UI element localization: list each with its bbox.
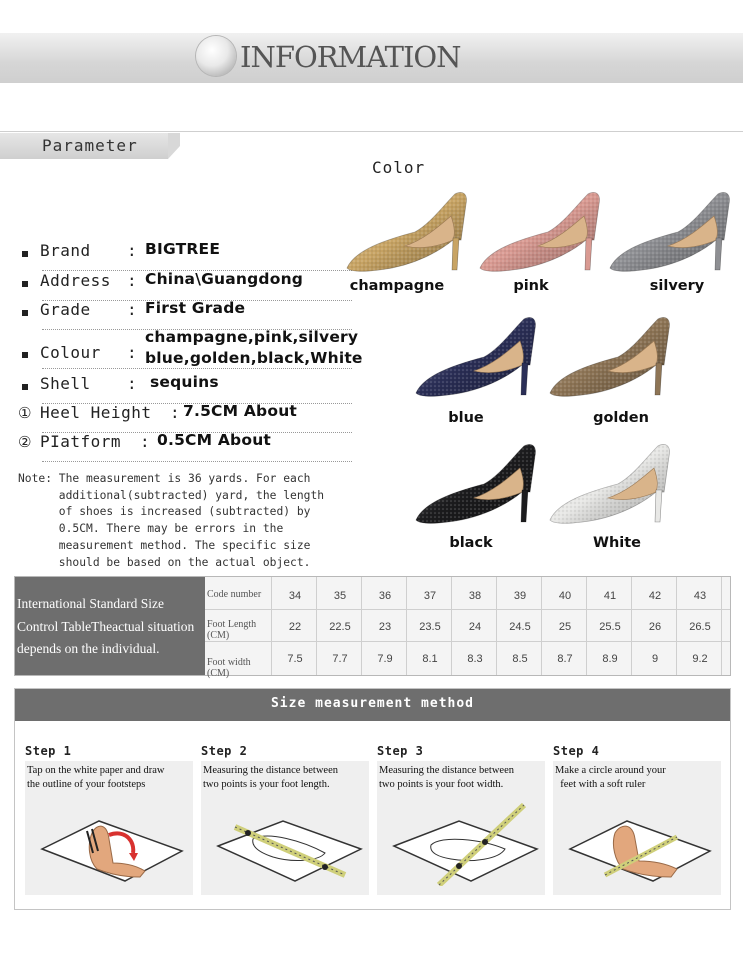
spec-key: Address xyxy=(40,271,111,290)
spec-value: BIGTREE xyxy=(145,240,221,258)
circled-two-icon: ② xyxy=(18,433,32,451)
spec-key: Grade xyxy=(40,300,91,319)
step-1-text xyxy=(27,764,193,792)
spec-sep: : xyxy=(170,403,181,422)
parameter-divider xyxy=(0,131,743,132)
shoe-champagne-image xyxy=(345,188,470,276)
spec-row-address xyxy=(22,270,352,301)
code-cell: 39 xyxy=(513,590,527,602)
color-label-black: black xyxy=(449,535,493,551)
size-table-header-line: depends on the individual. xyxy=(17,641,160,656)
step-3-text xyxy=(379,764,545,792)
length-cell: 23.5 xyxy=(419,621,441,633)
width-cell: 7.7 xyxy=(332,653,348,665)
dotted-divider xyxy=(42,368,352,369)
step-line: Measuring the distance between xyxy=(203,765,338,776)
step-3-card xyxy=(377,761,545,895)
table-column-rule xyxy=(271,577,272,675)
color-section-title: Color xyxy=(372,158,426,177)
bullet-icon xyxy=(22,281,28,287)
width-cell: 8.7 xyxy=(557,653,573,665)
foot-outline-illustration xyxy=(37,801,187,886)
table-rule xyxy=(205,641,730,642)
circle-emblem-icon xyxy=(196,36,236,76)
measurement-method-panel xyxy=(14,688,731,910)
spec-row-heel-height xyxy=(18,402,352,433)
width-cell: 8.3 xyxy=(467,653,483,665)
length-cell: 26 xyxy=(648,621,662,633)
spec-value: sequins xyxy=(150,373,219,391)
bullet-icon xyxy=(22,352,28,358)
shoe-black-image xyxy=(414,440,539,528)
foot-circumference-illustration xyxy=(565,801,715,886)
color-label-golden: golden xyxy=(593,410,649,426)
code-cell: 35 xyxy=(333,590,347,602)
row-label-code: Code number xyxy=(207,589,262,600)
circled-one-icon: ① xyxy=(18,404,32,422)
length-cell: 25.5 xyxy=(599,621,621,633)
color-label-pink: pink xyxy=(513,278,549,294)
spec-value-line2: blue,golden,black,White xyxy=(145,349,363,367)
spec-value: 7.5CM About xyxy=(183,402,298,420)
spec-sep: : xyxy=(127,241,138,260)
step-4-card xyxy=(553,761,721,895)
step-4-text xyxy=(555,764,721,792)
color-label-champagne: champagne xyxy=(349,278,445,294)
size-table xyxy=(14,576,731,679)
shoe-silvery-image xyxy=(608,188,733,276)
foot-width-illustration xyxy=(389,801,539,886)
spec-value: 0.5CM About xyxy=(157,431,272,449)
method-title: Size measurement method xyxy=(270,696,474,711)
spec-row-grade xyxy=(22,299,352,330)
width-cell: 9 xyxy=(651,653,659,665)
step-2-text xyxy=(203,764,369,792)
code-cell: 40 xyxy=(558,590,572,602)
size-table-header-line: International Standard Size xyxy=(17,596,164,611)
code-cell: 36 xyxy=(378,590,392,602)
note-line: should be based on the actual object. xyxy=(18,555,311,569)
width-cell: 8.1 xyxy=(422,653,438,665)
spec-key: Brand xyxy=(40,241,91,260)
length-cell: 25 xyxy=(558,621,572,633)
spec-value: China\Guangdong xyxy=(145,270,304,288)
step-2-title: Step 2 xyxy=(201,744,248,758)
foot-length-illustration xyxy=(213,801,363,886)
step-line: two points is your foot length. xyxy=(203,779,330,790)
length-cell: 22 xyxy=(288,621,302,633)
width-cell: 9.2 xyxy=(692,653,708,665)
step-line: the outline of your footsteps xyxy=(27,779,146,790)
dotted-divider xyxy=(42,461,352,462)
step-line: Tap on the white paper and draw xyxy=(27,765,165,776)
spec-key: PIatform xyxy=(40,432,122,451)
note-line: additional(subtracted) yard, the length xyxy=(18,488,325,502)
information-title: INFORMATION xyxy=(240,40,461,74)
width-cell: 8.9 xyxy=(602,653,618,665)
code-cell: 42 xyxy=(648,590,662,602)
spec-key: Heel Height xyxy=(40,403,152,422)
note-line: of shoes is increased (subtracted) by xyxy=(18,505,311,519)
length-cell: 23 xyxy=(378,621,392,633)
step-1-card xyxy=(25,761,193,895)
shoe-golden-image xyxy=(548,313,673,401)
bullet-icon xyxy=(22,251,28,257)
note-line: 0.5CM. There may be errors in the xyxy=(18,522,284,536)
step-1-title: Step 1 xyxy=(25,744,72,758)
spec-row-brand xyxy=(22,240,352,271)
size-table-header-line: Control TableTheactual situation xyxy=(17,618,195,634)
code-cell: 43 xyxy=(693,590,707,602)
length-cell: 22.5 xyxy=(329,621,351,633)
step-3-title: Step 3 xyxy=(377,744,424,758)
code-cell: 41 xyxy=(603,590,617,602)
spec-key: Colour xyxy=(40,343,101,362)
width-cell: 7.5 xyxy=(287,653,303,665)
step-line: Make a circle around your xyxy=(555,765,666,776)
spec-sep: : xyxy=(127,343,138,362)
step-line: Measuring the distance between xyxy=(379,765,514,776)
length-cell: 24.5 xyxy=(509,621,531,633)
measurement-note xyxy=(18,471,348,571)
spec-key: Shell xyxy=(40,374,91,393)
step-line: feet with a soft ruler xyxy=(555,779,646,790)
length-cell: 26.5 xyxy=(689,621,711,633)
step-2-card xyxy=(201,761,369,895)
spec-row-shell xyxy=(22,373,352,404)
spec-row-platform xyxy=(18,431,352,462)
spec-sep: : xyxy=(127,300,138,319)
parameter-tab-label: Parameter xyxy=(42,136,138,155)
code-cell: 34 xyxy=(288,590,302,602)
spec-sep: : xyxy=(127,271,138,290)
spec-sep: : xyxy=(127,374,138,393)
bullet-icon xyxy=(22,310,28,316)
width-cell: 7.9 xyxy=(377,653,393,665)
width-cell: 8.5 xyxy=(512,653,528,665)
parameter-tab-corner xyxy=(168,133,180,159)
shoe-white-image xyxy=(548,440,673,528)
row-label-width: Foot width (CM) xyxy=(207,657,251,679)
row-label-length: Foot Length (CM) xyxy=(207,619,257,641)
color-label-white: White xyxy=(592,535,642,551)
shoe-blue-image xyxy=(414,313,539,401)
length-cell: 24 xyxy=(468,621,482,633)
color-label-blue: blue xyxy=(448,410,484,426)
bullet-icon xyxy=(22,384,28,390)
table-rule xyxy=(205,609,730,610)
spec-value: First Grade xyxy=(145,299,246,317)
spec-value-line1: champagne,pink,silvery xyxy=(145,328,359,346)
spec-row-colour xyxy=(22,328,363,369)
note-line: Note: The measurement is 36 yards. For each xyxy=(18,472,311,485)
note-line: measurement method. The specific size xyxy=(18,538,311,552)
step-4-title: Step 4 xyxy=(553,744,600,758)
color-label-silvery: silvery xyxy=(649,278,705,294)
size-table-header-text xyxy=(17,593,205,661)
step-line: two points is your foot width. xyxy=(379,779,504,790)
spec-sep: : xyxy=(140,432,151,451)
shoe-pink-image xyxy=(478,188,603,276)
code-cell: 38 xyxy=(468,590,482,602)
code-cell: 37 xyxy=(423,590,437,602)
